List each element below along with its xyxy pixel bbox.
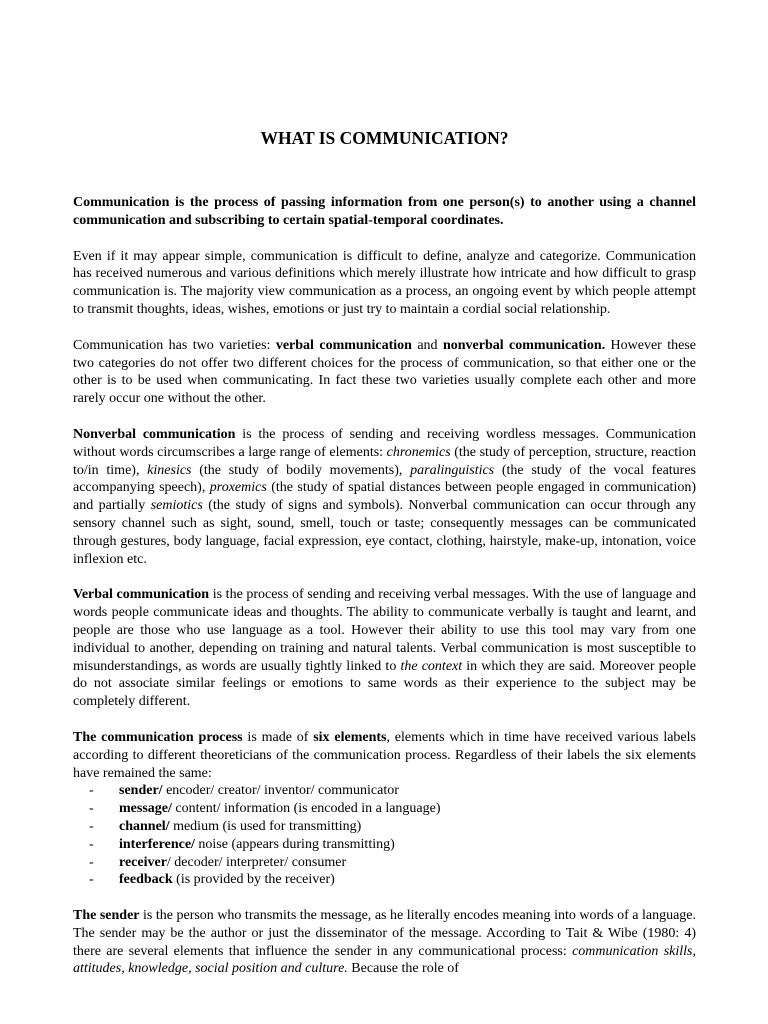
term-sender-influences: communication skills, attitudes, knowledge, social position and culture. <box>73 943 696 977</box>
element-term: feedback <box>119 872 173 888</box>
term-verbal-communication: Verbal communication <box>73 587 210 603</box>
term-communication-process: The communication process <box>73 729 243 745</box>
paragraph-varieties <box>73 337 696 408</box>
text: Communication has two varieties: <box>73 337 276 353</box>
text: in which they are said. Moreover people do not associate similar feelings or emotions to same words as their experience to the subject may be completely different. <box>73 658 696 710</box>
text: However these two categories do not offer two different choices for the process of communication, so that either one or the other is to be used when communicating. In fact these two varieties usually complete each other and more rarely occur one without the other. <box>73 337 697 407</box>
term-nonverbal: nonverbal communication. <box>442 337 606 353</box>
element-term: interference/ <box>119 836 195 852</box>
text: (the study of signs and symbols). Nonverbal communication can occur through any sensory channel such as sight, sound, smell, touch or taste; consequently messages can be communicated through gestures, body language, facial expression, eye contact, clothing, hairstyle, make-up, intonation, voice inflexion etc. <box>73 498 696 567</box>
text: and <box>411 337 443 353</box>
element-term: sender/ <box>119 783 163 799</box>
page-title: WHAT IS COMMUNICATION? <box>260 128 509 148</box>
list-item <box>89 854 696 872</box>
term-verbal: verbal communication <box>275 337 412 353</box>
list-item <box>89 782 696 800</box>
text: is made of <box>242 729 314 745</box>
thesis-statement: Communication is the process of passing information from one person(s) to another using a channel communication and subscribing to certain spatial-temporal coordinates. <box>73 195 696 228</box>
paragraph-process <box>73 729 696 782</box>
text: is the person who transmits the message, as he literally encodes meaning into words of a language. The sender may be the author or just the disseminator of the message. According to Tait & Wibe (1980: 4) there are several elements that influence the sender in any communicational process: <box>73 908 697 959</box>
element-labels: encoder/ creator/ inventor/ communicator <box>162 783 399 799</box>
term-chronemics: chronemics <box>386 444 451 460</box>
list-item <box>89 818 696 836</box>
paragraph-sender <box>73 907 696 978</box>
text: (the study of perception, structure, reaction to/in time), <box>73 444 696 478</box>
text: , elements which in time have received various labels according to different theoreticians of the communication process. Regardless of their labels the six elements have remained the same: <box>73 729 696 781</box>
term-semiotics: semiotics <box>150 498 203 514</box>
list-item <box>89 800 696 818</box>
paragraph-nonverbal <box>73 426 696 568</box>
element-labels: (is provided by the receiver) <box>172 872 335 888</box>
element-labels: noise (appears during transmitting) <box>194 836 395 852</box>
term-paralinguistics: paralinguistics <box>410 462 495 478</box>
text: is the process of sending and receiving wordless messages. Communication without words circumscribes a large range of elements: <box>73 426 696 460</box>
element-labels: / decoder/ interpreter/ consumer <box>166 854 347 870</box>
element-term: receiver <box>119 854 167 870</box>
text: is the process of sending and receiving verbal messages. With the use of language and words people communicate ideas and thoughts. The ability to communicate verbally is taught and learnt, and people are those who use language as a tool. However their ability to use this tool may vary from one individual to another, depending on training and natural talents. Verbal communication is most susceptible to misunderstandings, as words are usually tightly linked to <box>73 587 696 674</box>
element-term: channel/ <box>119 818 170 834</box>
text: (the study of bodily movements), <box>191 462 411 478</box>
elements-list <box>73 782 696 889</box>
term-kinesics: kinesics <box>147 462 192 478</box>
list-item <box>89 871 696 889</box>
element-labels: medium (is used for transmitting) <box>169 818 362 834</box>
text: (the study of spatial distances between people engaged in communication) and partially <box>73 480 697 514</box>
text: Because the role of <box>347 961 459 977</box>
term-nonverbal-communication: Nonverbal communication <box>73 426 236 442</box>
text: (the study of the vocal features accompanying speech), <box>73 462 696 496</box>
paragraph-definition: Even if it may appear simple, communication is difficult to define, analyze and categorize. Communication has received numerous and various definitions which merely illustrate how intricate and how difficult to grasp communication is. The majority view communication as a process, an ongoing event by which people attempt to transmit thoughts, ideas, wishes, emotions or just try to maintain a cordial social relationship. <box>73 248 696 317</box>
term-proxemics: proxemics <box>209 480 267 496</box>
term-six-elements: six elements <box>313 729 387 745</box>
term-the-context: the context <box>400 658 463 674</box>
element-labels: content/ information (is encoded in a language) <box>171 801 441 817</box>
list-item <box>89 836 696 854</box>
term-the-sender: The sender <box>73 908 140 924</box>
paragraph-verbal <box>73 586 696 711</box>
element-term: message/ <box>119 801 172 817</box>
